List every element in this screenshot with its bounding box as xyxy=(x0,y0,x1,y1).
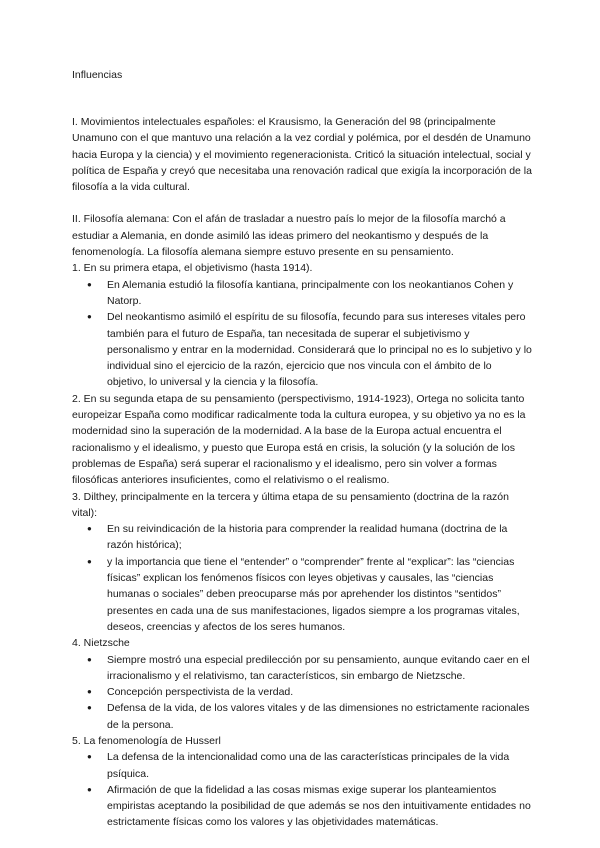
list-item: ● En su reivindicación de la historia para comprender la realidad humana (doctrina de la razón histórica); xyxy=(72,521,532,554)
item-3-bullet-list xyxy=(72,521,532,635)
item-3-heading: 3. Dilthey, principalmente en la tercera y última etapa de su pensamiento (doctrina de la razón vital): xyxy=(72,490,509,519)
list-item: ● En Alemania estudió la filosofía kantiana, principalmente con los neokantianos Cohen y Natorp. xyxy=(72,277,532,310)
item-5-heading: 5. La fenomenología de Husserl xyxy=(72,734,221,747)
section-1-paragraph: I. Movimientos intelectuales españoles: el Krausismo, la Generación del 98 (principalmente Unamuno con el que mantuvo una relación a la vez cordial y polémica, por el desdén de Unamuno hacia Europa y la ciencia) y el movimiento regeneracionista. Criticó la situación intelectual, social y política de España y creyó que necesitaba una renovación radical que exigía la incorporación de la filosofía a la vida cultural. xyxy=(72,116,532,194)
item-4-heading: 4. Nietzsche xyxy=(72,637,130,650)
item-5-bullet-list xyxy=(72,749,532,830)
list-item: ● La defensa de la intencionalidad como una de las características principales de la vida psíquica. xyxy=(72,749,532,782)
list-item: ● Del neokantismo asimiló el espíritu de su filosofía, fecundo para sus intereses vitales pero también para el futuro de España, tan necesitada de superar el subjetivismo y personalismo y entrar en la modernidad. Considerará que lo principal no es lo subjetivo y lo individual sino el ejercicio de la razón, ejercicio que nos vincula con el ámbito de lo objetivo, lo universal y la ciencia y la filosofía. xyxy=(72,309,532,390)
document-title: Influencias xyxy=(72,69,123,81)
list-item: ● Concepción perspectivista de la verdad. xyxy=(72,684,532,700)
item-2-paragraph: 2. En su segunda etapa de su pensamiento (perspectivismo, 1914-1923), Ortega no solicita tanto europeizar España como modificar radicalmente toda la cultura europea, y su objetivo ya no es la modernidad sino la superación de la modernidad. A la base de la Europa actual encuentra el racionalismo y el idealismo, y puesto que Europa está en crisis, la solución (y la solución de los problemas de España) será superar el racionalismo y el idealismo, pero sin volver a formas filosóficas anteriores insuficientes, como el relativismo o el realismo. xyxy=(72,392,526,487)
document-body xyxy=(72,67,532,831)
item-1-bullet-list xyxy=(72,277,532,391)
list-item: ● Defensa de la vida, de los valores vitales y de las dimensiones no estrictamente racionales de la persona. xyxy=(72,700,532,733)
list-item: ● Siempre mostró una especial predilección por su pensamiento, aunque evitando caer en el irracionalismo y el relativismo, tan característicos, sin embargo de Nietzsche. xyxy=(72,652,532,685)
item-4-bullet-list xyxy=(72,652,532,733)
list-item: ● Afirmación de que la fidelidad a las cosas mismas exige superar los planteamientos empiristas aceptando la posibilidad de que además se nos den intuitivamente entidades no estrictamente físicas como los valores y las objetividades matemáticas. xyxy=(72,782,532,831)
list-item: ● y la importancia que tiene el “entender” o “comprender” frente al “explicar”: las “ciencias físicas” explican los fenómenos físicos con leyes objetivas y causales, las “ciencias humanas o sociales” deben preocuparse más por aprehender los distintos “sentidos” presentes en cada una de sus manifestaciones, ligados siempre a los programas vitales, deseos, creencias y afectos de los seres humanos. xyxy=(72,554,532,635)
section-2-intro-paragraph: II. Filosofía alemana: Con el afán de trasladar a nuestro país lo mejor de la filosofía marchó a estudiar a Alemania, en donde asimiló las ideas primero del neokantismo y después de la fenomenología. La filosofía alemana siempre estuvo presente en su pensamiento. xyxy=(72,213,506,259)
item-1-heading: 1. En su primera etapa, el objetivismo (hasta 1914). xyxy=(72,262,313,275)
